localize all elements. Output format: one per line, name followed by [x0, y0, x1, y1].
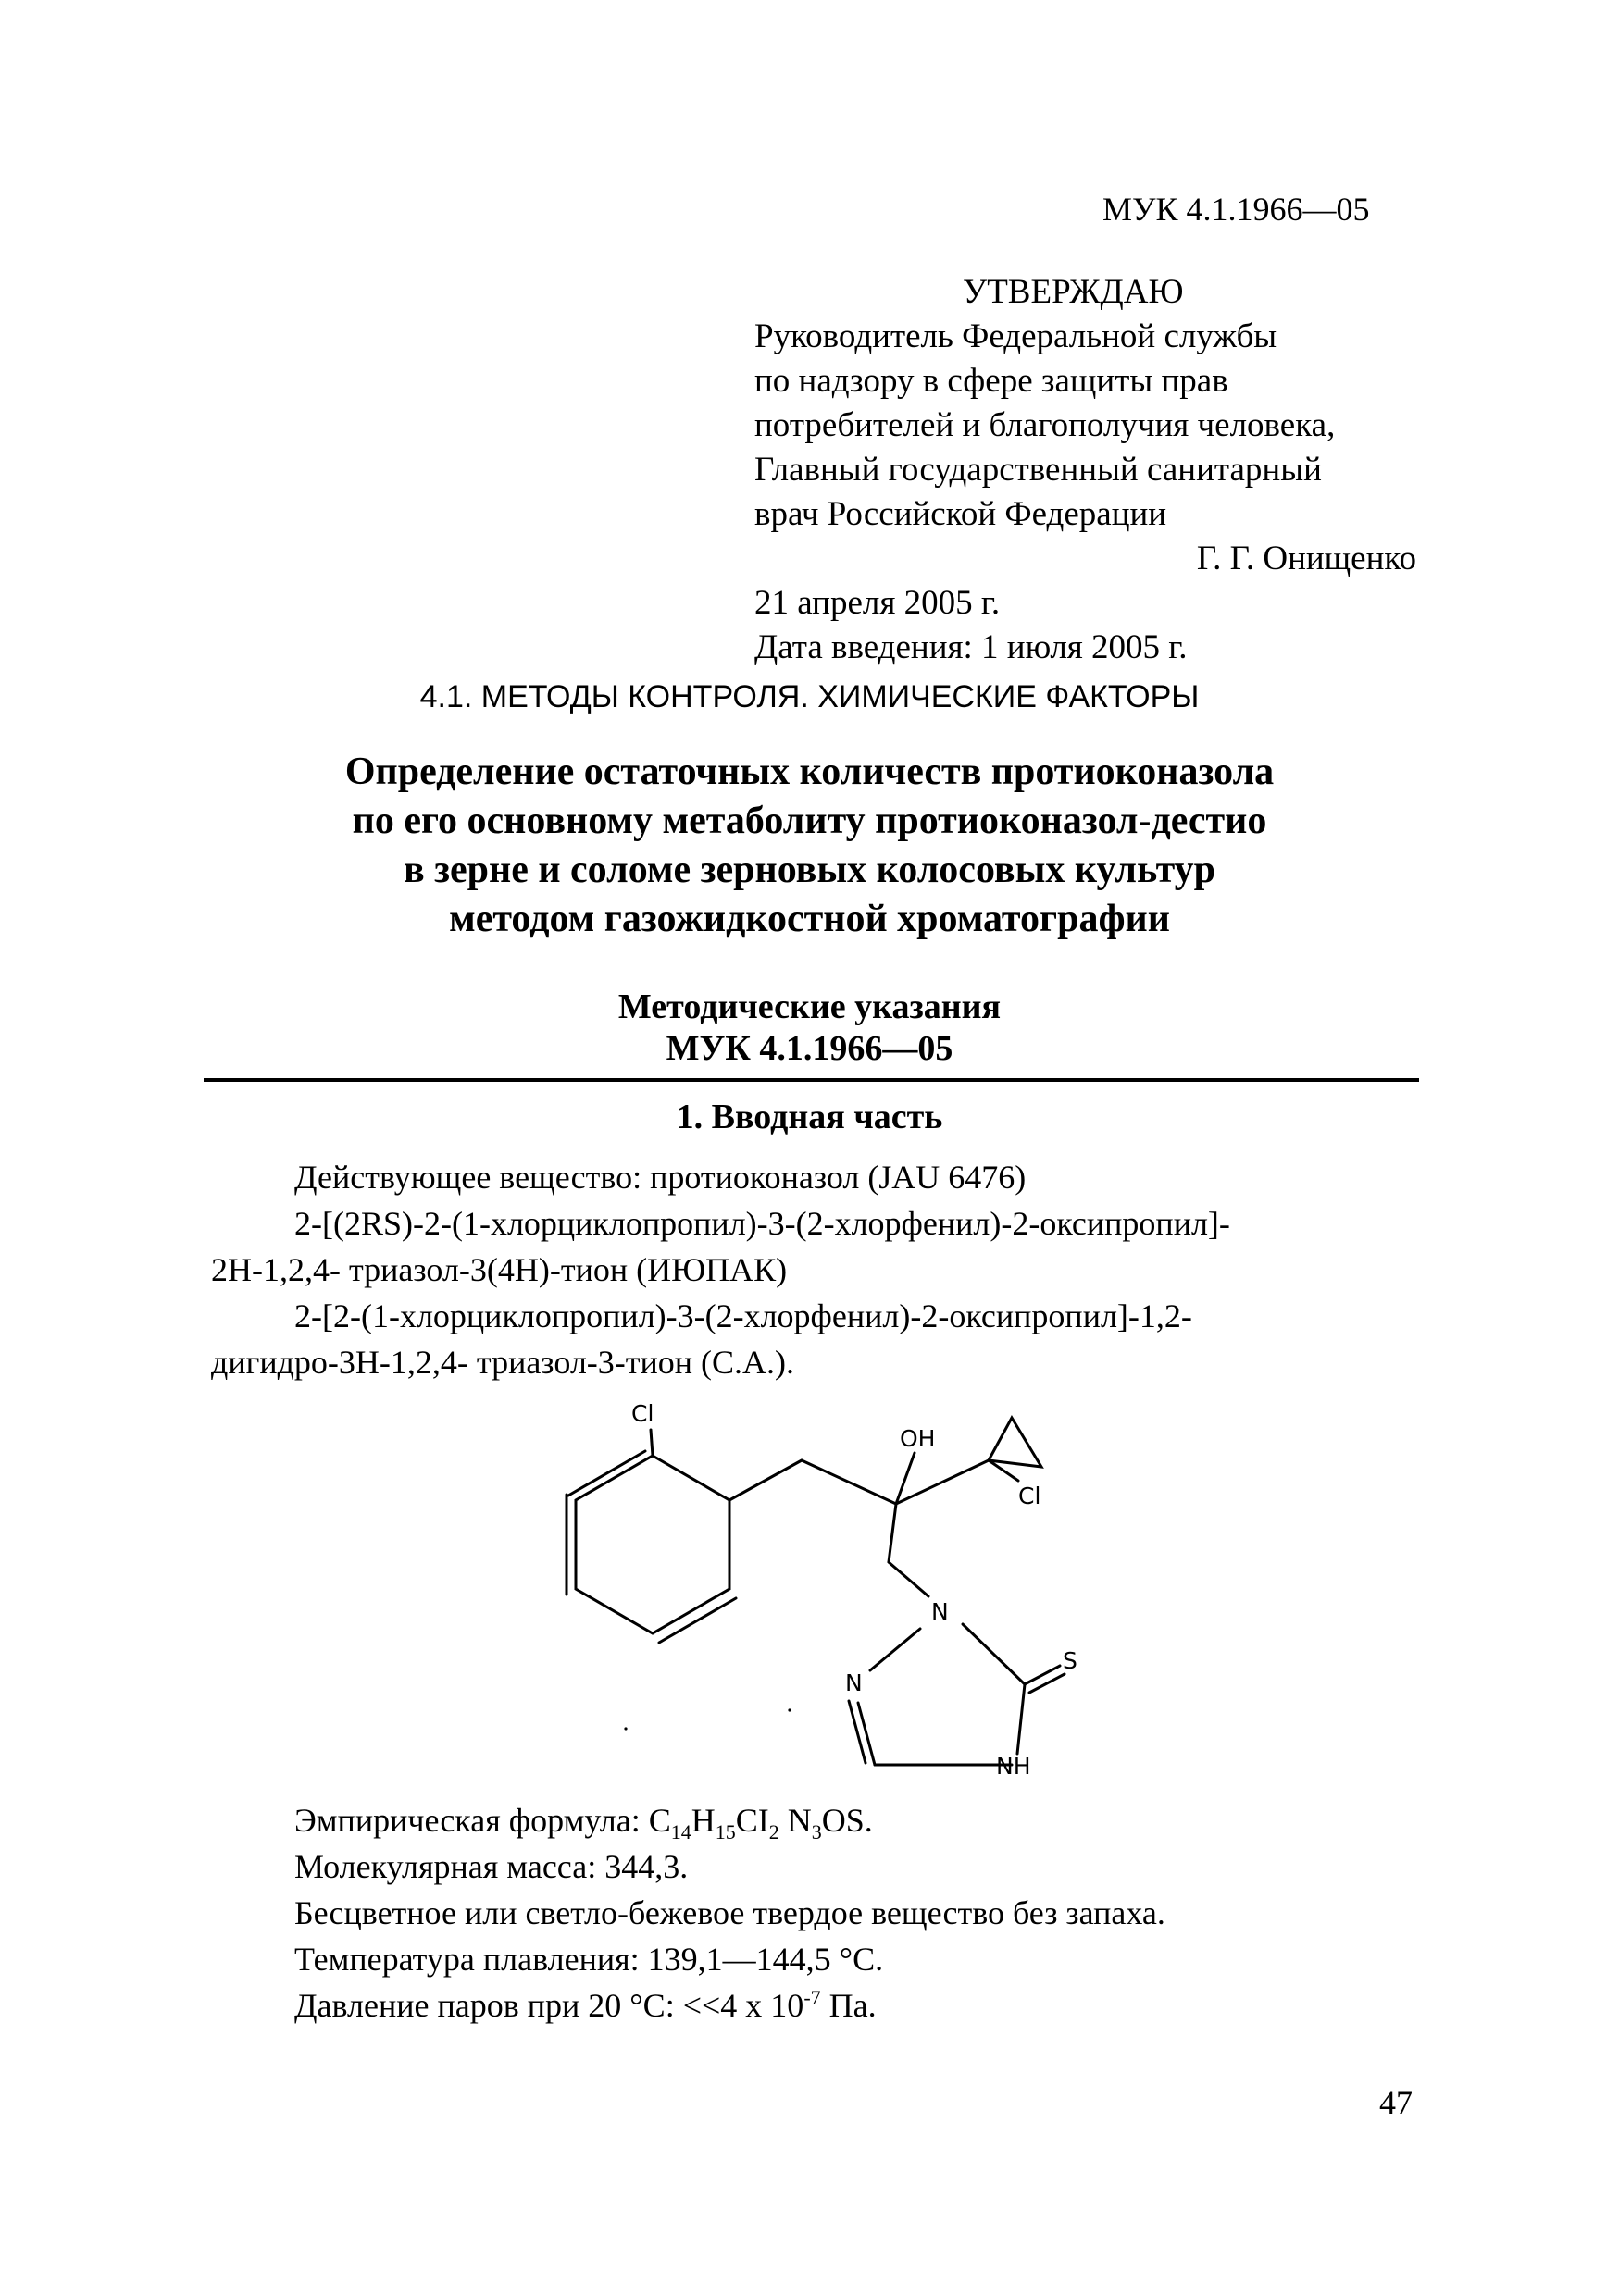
approval-line: по надзору в сфере защиты прав — [754, 362, 1228, 400]
vapor-pressure: Давление паров при 20 °С: <<4 x $10^{-7}$ Па. — [294, 1986, 877, 2024]
active-substance: Действующее вещество: протиоконазол (JAU 6476) — [294, 1159, 1027, 1196]
bond-to-n — [889, 1562, 928, 1596]
atom-label: NH — [996, 1753, 1031, 1780]
melting-point: Температура плавления: 139,1—144,5 °С. — [294, 1941, 884, 1978]
approval-heading: УТВЕРЖДАЮ — [963, 273, 1184, 311]
bond-ch2-down — [889, 1504, 896, 1562]
atom-label: N — [845, 1669, 863, 1696]
empirical-formula: Эмпирическая формула: $C_{14}H_{15}CI_2$ $N_3OS$. — [294, 1802, 873, 1844]
double-bond-c-s — [1029, 1674, 1065, 1693]
ring-double-bond — [659, 1598, 736, 1643]
atom-label: Cl — [1018, 1483, 1041, 1509]
introduction-date: Дата введения: 1 июля 2005 г. — [754, 628, 1188, 666]
molecular-mass: Молекулярная масса: 344,3. — [294, 1848, 689, 1885]
iupac-name-line1: 2-[(2RS)-2-(1-хлорциклопропил)-3-(2-хлорфенил)-2-оксипропил]- — [294, 1205, 1230, 1242]
benzene-ring — [576, 1456, 729, 1633]
ca-name-line2: дигидро-3H-1,2,4- триазол-3-тион (С.А.). — [211, 1344, 795, 1381]
stray-dot — [788, 1708, 791, 1711]
atom-label: Cl — [631, 1400, 654, 1427]
appearance: Бесцветное или светло-бежевое твердое вещество без запаха. — [294, 1894, 1165, 1931]
bond-ch-n — [858, 1703, 875, 1765]
signatory-name: Г. Г. Онищенко — [1196, 540, 1416, 577]
subtitle-line: Методические указания — [617, 987, 1002, 1026]
atom-label: S — [1063, 1647, 1077, 1674]
bond-c-central — [802, 1460, 896, 1504]
ca-name-line1: 2-[2-(1-хлорциклопропил)-3-(2-хлорфенил)-2-оксипропил]-1,2- — [294, 1297, 1192, 1334]
iupac-name-line2: 2H-1,2,4- триазол-3(4H)-тион (ИЮПАК) — [211, 1251, 788, 1288]
page-number: 47 — [1379, 2084, 1413, 2121]
title-line: по его основному метаболиту протиоконазол-дестио — [352, 800, 1267, 842]
section-heading: 4.1. МЕТОДЫ КОНТРОЛЯ. ХИМИЧЕСКИЕ ФАКТОРЫ — [419, 679, 1200, 714]
approval-line: Главный государственный санитарный — [754, 451, 1322, 489]
cyclopropane-ring — [989, 1418, 1041, 1467]
approval-date: 21 апреля 2005 г. — [754, 584, 1001, 622]
document-code: МУК 4.1.1966—05 — [1102, 191, 1370, 228]
bond-cl — [651, 1430, 653, 1456]
bond-c-nh — [1017, 1684, 1025, 1754]
subtitle-code: МУК 4.1.1966—05 — [666, 1029, 953, 1068]
bond-c-s — [1025, 1666, 1060, 1684]
title-line: в зерне и соломе зерновых колосовых культур — [403, 849, 1216, 891]
title-line: методом газожидкостной хроматографии — [449, 898, 1170, 940]
title-line: Определение остаточных количеств протиоконазола — [344, 751, 1275, 793]
ring-double-bond — [568, 1451, 645, 1496]
atom-label: N — [931, 1598, 949, 1625]
approval-line: потребителей и благополучия человека, — [754, 406, 1336, 444]
approval-line: Руководитель Федеральной службы — [754, 317, 1277, 355]
atom-label: OH — [900, 1425, 936, 1452]
double-bond-ch-n — [849, 1701, 866, 1763]
approval-line: врач Российской Федерации — [754, 495, 1167, 533]
intro-heading: 1. Вводная часть — [676, 1098, 943, 1136]
bond-n-c — [963, 1624, 1025, 1684]
stray-dot — [624, 1727, 627, 1730]
bond-ch2 — [729, 1460, 802, 1500]
bond-n-n — [870, 1629, 920, 1670]
